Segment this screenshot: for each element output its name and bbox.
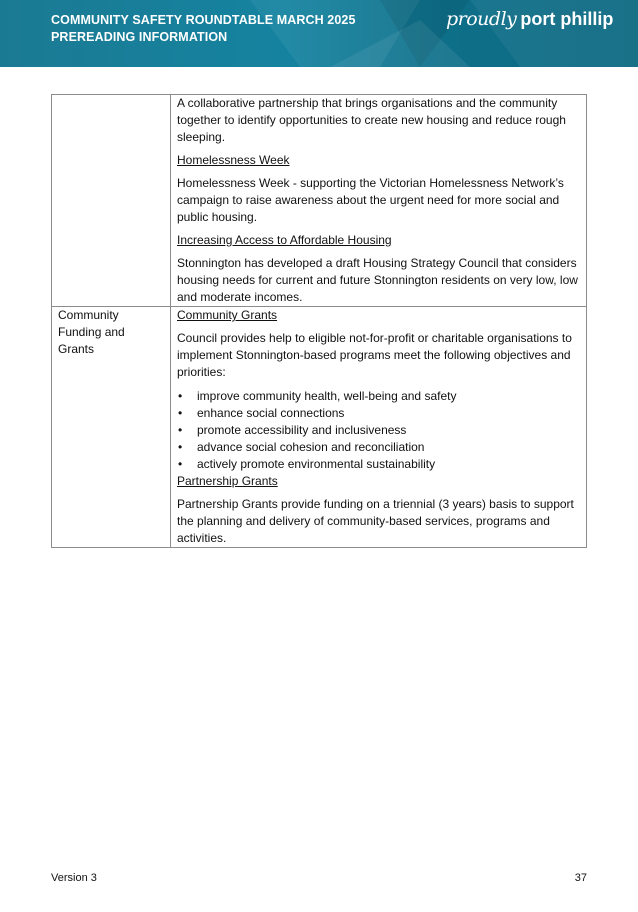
details-cell (171, 95, 587, 307)
table-row (52, 307, 587, 548)
affordable-housing-heading: Increasing Access to Affordable Housing (177, 233, 392, 247)
details-cell (171, 307, 587, 548)
list-item: • improve community health, well-being and safety (177, 388, 580, 405)
partnership-grants-text: Partnership Grants provide funding on a triennial (3 years) basis to support the planning and delivery of community-based services, programs and activities. (177, 497, 574, 545)
homelessness-week-heading: Homelessness Week (177, 153, 290, 167)
list-item: • actively promote environmental sustainability (177, 456, 580, 473)
programs-table (51, 94, 587, 548)
list-item: • enhance social connections (177, 405, 580, 422)
page-number: 37 (574, 872, 587, 884)
partnership-grants-heading: Partnership Grants (177, 474, 278, 488)
homelessness-week-text: Homelessness Week - supporting the Victorian Homelessness Network’s campaign to raise awareness about the urgent need for more social and public housing. (177, 176, 564, 224)
title-line-2: PREREADING INFORMATION (51, 30, 228, 44)
title-line-1: COMMUNITY SAFETY ROUNDTABLE MARCH 2025 (51, 13, 356, 27)
community-grants-text: Council provides help to eligible not-for-profit or charitable organisations to implement Stonnington-based programs meet the following objectives and priorities: (177, 331, 572, 379)
list-item: • promote accessibility and inclusiveness (177, 422, 580, 439)
port-phillip-logo (446, 8, 613, 30)
partnership-intro-text: A collaborative partnership that brings organisations and the community together to identify opportunities to create new housing and reduce rough sleeping. (177, 96, 566, 144)
category-cell: Community Funding and Grants (52, 307, 171, 548)
logo-bold-text: port phillip (520, 9, 614, 29)
table-row (52, 95, 587, 307)
affordable-housing-text: Stonnington has developed a draft Housing Strategy Council that considers housing needs for current and future Stonnington residents on very low, low and moderate incomes. (177, 256, 578, 304)
objectives-list (177, 388, 580, 473)
category-cell (52, 95, 171, 307)
version-label: Version 3 (51, 872, 97, 884)
list-item: • advance social cohesion and reconciliation (177, 439, 580, 456)
document-title (51, 12, 356, 46)
header-banner (0, 0, 638, 67)
logo-script-text: proudly (446, 8, 517, 30)
community-grants-heading: Community Grants (177, 308, 278, 322)
